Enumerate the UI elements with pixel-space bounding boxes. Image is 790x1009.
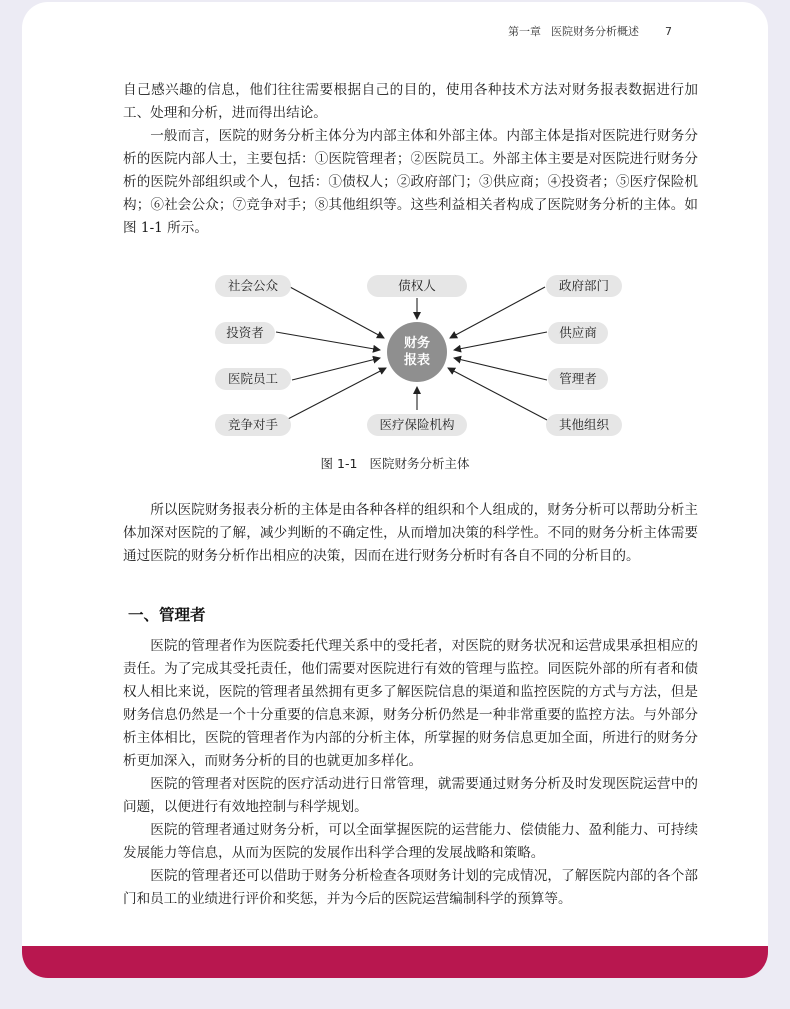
- section-paragraph-3: 医院的管理者通过财务分析，可以全面掌握医院的运营能力、偿债能力、盈利能力、可持续发展能力等信息，从而为医院的发展作出科学合理的发展战略和策略。: [123, 822, 698, 861]
- node-social-public: 社会公众: [215, 275, 291, 297]
- section-text: [123, 635, 698, 911]
- arrow-competitor: [286, 368, 386, 420]
- intro-paragraph-2: 一般而言，医院的财务分析主体分为内部主体和外部主体。内部主体是指对医院进行财务分析的医院内部人士，主要包括：①医院管理者；②医院员工。外部主体主要是对医院进行财务分析的医院外部组织或个人，包括：①债权人；②政府部门；③供应商；④投资者；⑤医疗保险机构；⑥社会公众；⑦竞争对手；⑧其他组织等。这些利益相关者构成了医院财务分析的主体。如图 1-1 所示。: [123, 128, 698, 236]
- intro-paragraph-1: 自己感兴趣的信息，他们往往需要根据自己的目的，使用各种技术方法对财务报表数据进行加工、处理和分析，进而得出结论。: [123, 82, 698, 121]
- page-number: 7: [665, 25, 672, 38]
- node-government: 政府部门: [546, 275, 622, 297]
- running-header: [498, 23, 672, 39]
- center-financial-statements: [387, 322, 447, 382]
- section-heading: 一、管理者: [128, 606, 206, 624]
- arrow-staff: [292, 358, 380, 380]
- node-supplier: 供应商: [548, 322, 608, 344]
- center-line-1: 财务: [403, 336, 430, 351]
- arrow-manager: [454, 358, 547, 380]
- header-chapter-title: 医院财务分析概述: [551, 25, 639, 38]
- arrow-social-public: [290, 287, 384, 338]
- arrow-supplier: [454, 332, 547, 350]
- node-competitor: 竞争对手: [215, 414, 291, 436]
- node-insurance: 医疗保险机构: [367, 414, 467, 436]
- header-chapter: 第一章: [508, 25, 541, 38]
- figure-caption: [22, 454, 768, 472]
- intro-text: [123, 79, 698, 240]
- book-page: [22, 2, 768, 978]
- node-investor: 投资者: [215, 322, 275, 344]
- arrow-government: [450, 287, 545, 338]
- center-line-2: 报表: [403, 353, 430, 368]
- section-paragraph-2: 医院的管理者对医院的医疗活动进行日常管理，就需要通过财务分析及时发现医院运营中的问题，以便进行有效地控制与科学规划。: [123, 776, 698, 815]
- node-staff: 医院员工: [215, 368, 291, 390]
- arrow-investor: [276, 332, 380, 350]
- after-figure-paragraph: 所以医院财务报表分析的主体是由各种各样的组织和个人组成的，财务分析可以帮助分析主体加深对医院的了解，减少判断的不确定性，从而增加决策的科学性。不同的财务分析主体需要通过医院的财务分析作出相应的决策，因而在进行财务分析时有各自不同的分析目的。: [123, 502, 698, 564]
- node-manager: 管理者: [548, 368, 608, 390]
- section-paragraph-1: 医院的管理者作为医院委托代理关系中的受托者，对医院的财务状况和运营成果承担相应的责任。为了完成其受托责任，他们需要对医院进行有效的管理与监控。同医院外部的所有者和债权人相比来说，医院的管理者虽然拥有更多了解医院信息的渠道和监控医院的方式与方法，但是财务信息仍然是一个十分重要的信息来源，财务分析仍然是一种非常重要的监控方法。与外部分析主体相比，医院的管理者作为内部的分析主体，所掌握的财务信息更加全面，所进行的财务分析更加深入，而财务分析的目的也就更加多样化。: [123, 638, 698, 769]
- node-creditor: 债权人: [367, 275, 467, 297]
- after-figure-text: [123, 499, 698, 568]
- node-others: 其他组织: [546, 414, 622, 436]
- arrow-others: [448, 368, 547, 420]
- caption-title: 医院财务分析主体: [369, 456, 470, 471]
- caption-number: 图 1-1: [320, 456, 358, 471]
- bottom-color-band: [22, 946, 768, 978]
- section-paragraph-4: 医院的管理者还可以借助于财务分析检查各项财务计划的完成情况，了解医院内部的各个部门和员工的业绩进行评价和奖惩，并为今后的医院运营编制科学的预算等。: [123, 868, 698, 907]
- figure-diagram: [212, 270, 626, 445]
